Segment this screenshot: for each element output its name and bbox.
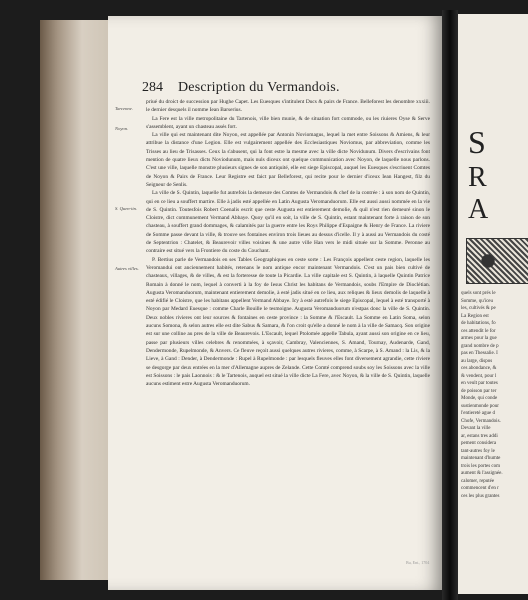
right-line: La Region est [461, 313, 489, 319]
body-text [146, 98, 430, 388]
margin-note: Tarcenne. [115, 106, 133, 111]
right-line: quels sont prés le [461, 291, 496, 296]
right-line: en veult par toutes [461, 381, 498, 386]
right-line: ces attendit le for [461, 328, 496, 334]
right-line: Devant la ville [461, 426, 491, 431]
running-head: Description du Vermandois. [178, 80, 340, 95]
right-line: grand nombre de p [461, 343, 499, 349]
right-line: armes pour la gue [461, 336, 497, 341]
right-line: de poisson par ter [461, 388, 497, 394]
right-line: Chofe, Vermandois. [461, 418, 501, 424]
right-line: calomer, reputée [461, 478, 495, 484]
right-page-text [461, 290, 528, 500]
right-line: ces abondance, & [461, 366, 497, 371]
book-gutter [442, 10, 458, 600]
margin-note: S. Quen-tin. [115, 206, 138, 211]
right-line: tant-autres foy le [461, 448, 495, 454]
right-line: ces les plus grantes [461, 493, 500, 499]
right-line: maintenant d'humte [461, 456, 501, 461]
right-line: au large, dispos [461, 358, 493, 364]
library-stamp: Bu, Ent., 1704 [406, 560, 430, 565]
right-page-initial: S [468, 124, 486, 160]
right-page-title: R A [468, 162, 499, 225]
page-number: 284 [142, 80, 163, 95]
right-line: aument & l'assignée. [461, 471, 503, 476]
paragraph: La ville qui est maintenant dite Noyon, est appellée par Antonin Noviomagus, lequel la met entre Soissons & Amiens, & leur attribue la distance d'une Legion. Elle est vulgairement appellée des Ecclesiastiques Noviomus, par abbreviation, comme les Trisses au lieu de Trisasses. Ceux la s'abusent, qui la font estre la mesme avec la ville dicte Novidunum. Divers d'escrivains font mention de quatre lieux dicts Noviodunum, mais nuls diceux ont quelque communication avec Noyon, de laquelle nous parlons. C'est une ville, laquelle monstre plusieurs signes de son antiquité, elle est siege Episcopal, auquel les Euesques s'escriuent Comtes de Noyon & Pairs de France. Leur Registre est faict par Belleforest, qui recite pour le dernier d'iceux Iean Hangest, filz du Seigneur de Senlis. [146, 132, 430, 188]
decorated-initial-ornament [466, 238, 528, 284]
paragraph: La Fere est la ville metropolitaine du Tartenois, ville bien munie, & de situation fort commode, ou les riuieres Oyse & Serve s'assemblent, ayant un chasteau assés fort. [146, 115, 430, 130]
paragraph: La ville de S. Quintin, laquelle fut autrefois la demeure des Comtes de Vermandois & chef de la contrée : à son nom de Quintin, qui en ce lieu a souffert martire. Elle à jadis esté appellée en Latin Augusta Veromanduorum. Elle est aussi aussi nommée en la vie de S. Quintin. Toutesfois Robert Coenalis escrit que ceste Augusta est entierement demolie, & quil n'est rien demeuré sinon le Cloistre, dict communement Vermand Abbaye. Quoy qu'il en soit, la ville de S. Quintin, estant maintenant forte à raison de son chasteau, à souffert grand dommages, & calamités par la guerre entre les Roys Philippe d'Espaigne & Henry de France. La riviere de Somme passe devant la ville, & trouve ses fontaines environ trois lieues au dessus d'icelle. Il y à aussi au Vermandois du costé de Septentrion : Chatelet, & Beaurevoir villes voisines & une autre ville Han vers le midi située sur la Somme. Peronne au contraire est situé vers la Frontiere du coste du Couchant. [146, 190, 430, 255]
right-line: Somme, qu'iceu [461, 298, 494, 304]
paragraph: priué du droict de succession par Hughe Capet. Les Euesques s'intitulent Ducs & pairs de France. Belleforest les denombre xxxiii. le dernier desquels il nomme Iean Barserius. [146, 99, 430, 114]
right-line: pement considera [461, 441, 497, 446]
right-line: trois les portes com [461, 463, 501, 469]
margin-note: Noyon. [115, 126, 129, 131]
right-line: & vendent, pour l [461, 373, 497, 379]
right-line: commencent d'en r [461, 486, 499, 491]
margin-note: Autres villes. [115, 266, 139, 271]
right-line: de habitations, fo [461, 321, 496, 326]
paragraph: P. Bertius parle de Vermandois en ses Tables Geographiques en ceste sorte : Les François appellent ceste region, laquelle les Veromandui ont anciennement habités, retenans le nom antique encor maintenant Vermandois. C'est un pais bien cultivé de chasteaux, villages, & de villes, & est la forteresse de toute la Picardie. La ville capitale est S. Quintin, à laquelle Quintin Patrice Romain à donné le nom, lequel à converti à la foy de Iesus Christ les habitans de Vermandois, soubs l'Empire de Dioclétian. Augusta Veromanduorum, maintenant entierement demolie, à esté jadis situé en ce lieu, aux reliques & lieux demolis de laquelle à esté édifié le Cloistre, que les habitans appellent Vermand Abbaye. Icy à esté autrefois le siege Episcopal, lequel à esté transporté à Noyon par Medard Euesque : comme Charle Bouille le tesmoigne. Augusta Veromanduorum n'estpas donc la ville de S. Quintin. Deux nobles rivieres ont leur sources & fontaines en ceste province : la Somme & l'Escault. La Somme en Latin Soma, selon aucuns Somona, & selon autres elle est dite Sabus & Samara, & l'on croit qu'elle a donné le nom à la ville de Samacq. Son origine est sur une colline au pres de la ville de Beaurevois. L'Escault, lequel Ptolomée appelle Tabula, ayant aussi son origine en ce lieu, passe par plusieurs villes celebres & renommées, à sçavoir, Cambray, Valenciennes, S. Amand, Tournay, Audenarde, Gand, Dendermonde, Rupelmonde, & Anvers. Ce fleuve reçoit aussi quelques autres rivieres, comme, à Scarpe, à S. Amand : la Lis, & la Lieve, à Gand : Dender, à Dendermonde : Rupel à Rupelmonde : par lesquels fleuves elles font diversement agrandie, cette riviere se desgorge par deux entrées en la mer d'Allemagne aupres de Zelande. Cette Comté comprend soubs soy les Soissons avec la ville est Soissons : le pais Laonnois : & le Tartenois, auquel est situé la ville dicte La Fere, avec Noyon, & la ville de S. Quintin, laquelle aucuns estiment estre Augusta Veromanduorum. [146, 256, 430, 388]
page-edges [40, 20, 110, 580]
right-line: ar, estans tres addi [461, 433, 498, 439]
right-line: Monde, qui conde [461, 396, 498, 401]
right-line: pas en Thessalie. I [461, 351, 498, 356]
right-line: les, cultivés & pe [461, 306, 496, 311]
right-line: l'entiereté ague d [461, 411, 495, 416]
right-line: sustienmonde pour [461, 403, 499, 409]
